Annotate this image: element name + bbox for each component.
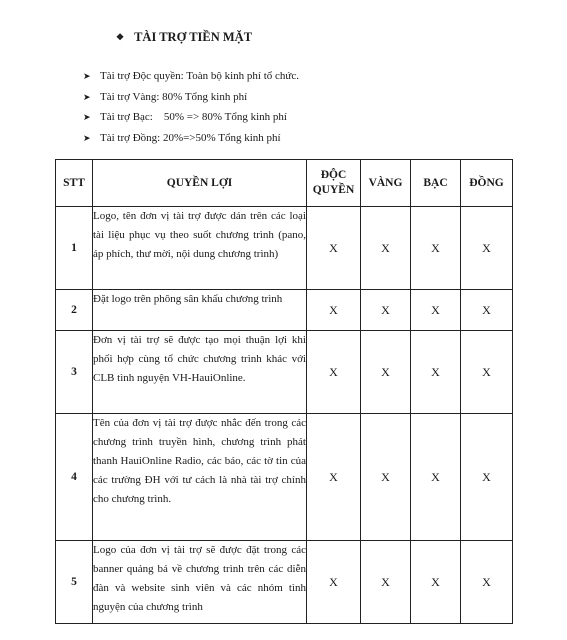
- exclusive-mark: X: [307, 331, 361, 414]
- benefits-table: [55, 159, 513, 624]
- exclusive-mark: X: [307, 414, 361, 541]
- bronze-mark: X: [461, 290, 513, 331]
- benefit-text: Logo của đơn vị tài trợ sẽ được đặt trong các banner quảng bá về chương trình trên các diễn đàn và website sinh viên và các nhóm tình nguyện của chương trình: [93, 541, 307, 624]
- list-item: ➤ Tài trợ Vàng: 80% Tổng kinh phí: [83, 87, 299, 108]
- bronze-mark: X: [461, 541, 513, 624]
- table-header-row: [56, 160, 513, 207]
- sponsor-level-list: [83, 66, 299, 148]
- gold-mark: X: [361, 541, 411, 624]
- benefit-text: Logo, tên đơn vị tài trợ được dán trên các loại tài liệu phục vụ theo suốt chương trình (pano, áp phích, thư mời, nội dung chương trình): [93, 207, 307, 290]
- header-bronze: ĐỒNG: [461, 160, 513, 207]
- table-row: [56, 541, 513, 624]
- gold-mark: X: [361, 290, 411, 331]
- list-item: ➤ Tài trợ Độc quyền: Toàn bộ kinh phí tổ chức.: [83, 66, 299, 87]
- header-gold: VÀNG: [361, 160, 411, 207]
- bronze-mark: X: [461, 207, 513, 290]
- silver-mark: X: [411, 290, 461, 331]
- section-heading: [116, 30, 252, 45]
- bronze-mark: X: [461, 414, 513, 541]
- silver-mark: X: [411, 541, 461, 624]
- header-silver: BẠC: [411, 160, 461, 207]
- bronze-mark: X: [461, 331, 513, 414]
- silver-mark: X: [411, 414, 461, 541]
- gold-mark: X: [361, 414, 411, 541]
- benefit-text: Đơn vị tài trợ sẽ được tạo mọi thuận lợi khi phối hợp cùng tổ chức chương trình khác với CLB tình nguyện VH-HauiOnline.: [93, 331, 307, 414]
- gold-mark: X: [361, 207, 411, 290]
- silver-mark: X: [411, 207, 461, 290]
- table-row: [56, 331, 513, 414]
- arrow-bullet-icon: ➤: [83, 132, 91, 143]
- arrow-bullet-icon: ➤: [83, 91, 91, 102]
- row-number: 1: [56, 207, 93, 290]
- silver-mark: X: [411, 331, 461, 414]
- benefit-text: Đặt logo trên phông sân khấu chương trình: [93, 290, 307, 331]
- header-stt: STT: [56, 160, 93, 207]
- table-row: [56, 207, 513, 290]
- row-number: 4: [56, 414, 93, 541]
- arrow-bullet-icon: ➤: [83, 71, 91, 81]
- exclusive-mark: X: [307, 541, 361, 624]
- exclusive-mark: X: [307, 207, 361, 290]
- list-item: ➤ Tài trợ Đồng: 20%=>50% Tổng kinh phí: [83, 128, 299, 149]
- table-row: [56, 414, 513, 541]
- table-row: [56, 290, 513, 331]
- benefit-text: Tên của đơn vị tài trợ được nhắc đến trong các chương trình truyền hình, chương trình phát thanh HauiOnline Radio, các báo, các tờ tin của các trường ĐH với tư cách là nhà tài trợ chính cho chương trình.: [93, 414, 307, 541]
- exclusive-mark: X: [307, 290, 361, 331]
- row-number: 3: [56, 331, 93, 414]
- arrow-bullet-icon: ➤: [83, 112, 91, 122]
- header-exclusive: ĐỘC QUYỀN: [307, 160, 361, 207]
- row-number: 2: [56, 290, 93, 331]
- gold-mark: X: [361, 331, 411, 414]
- diamond-icon: ❖: [116, 32, 125, 42]
- section-title: TÀI TRỢ TIỀN MẶT: [134, 30, 253, 44]
- row-number: 5: [56, 541, 93, 624]
- list-item: ➤ Tài trợ Bạc: 50% => 80% Tổng kinh phí: [83, 107, 299, 128]
- header-benefit: QUYỀN LỢI: [93, 160, 307, 207]
